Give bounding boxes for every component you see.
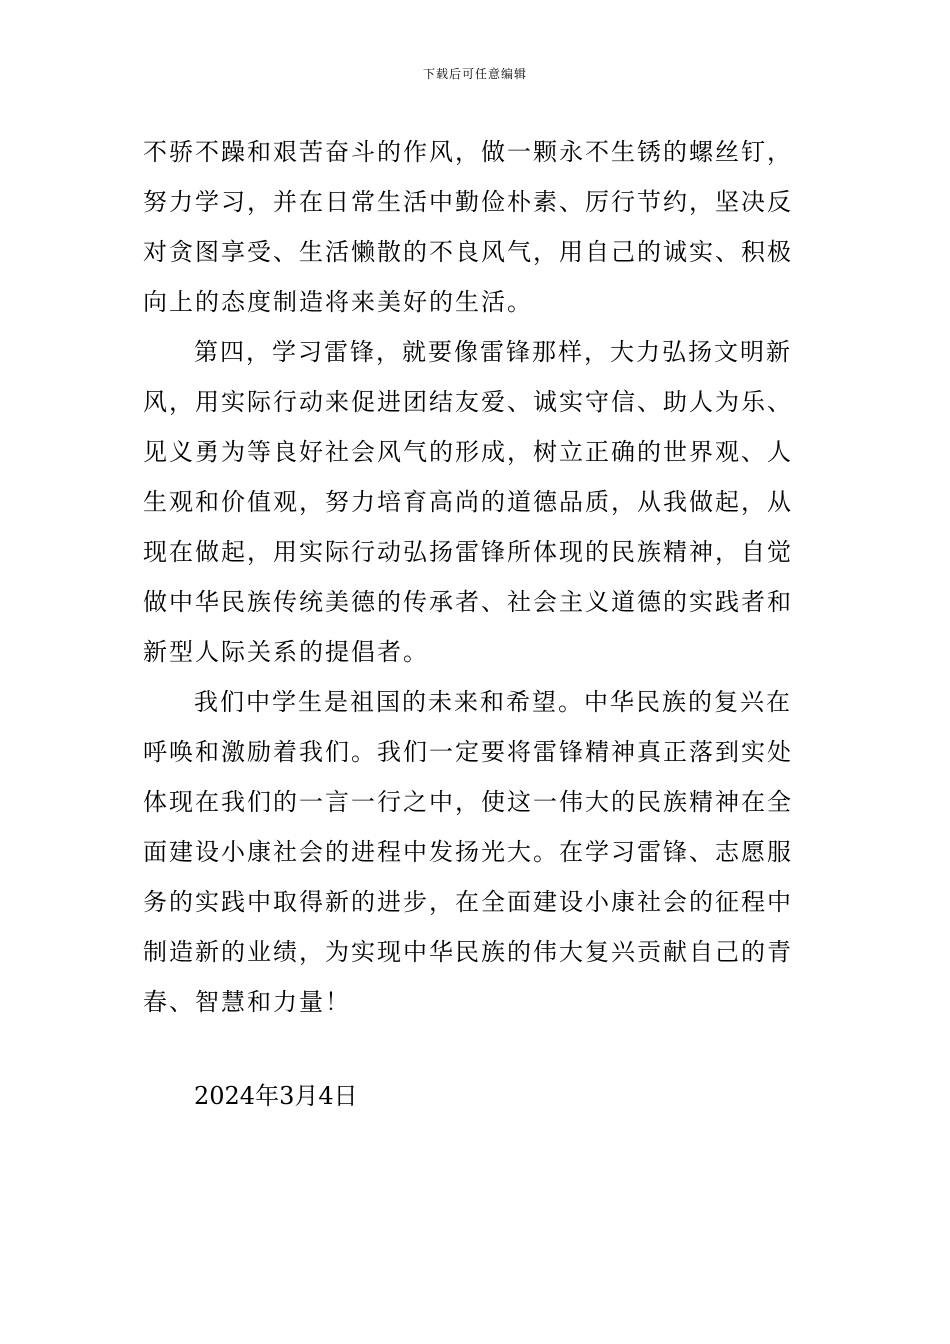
- document-body: [143, 127, 809, 1121]
- text-line: 面建设小康社会的进程中发扬光大。在学习雷锋、志愿服: [143, 838, 793, 866]
- text-line: 努力学习，并在日常生活中勤俭朴素、厉行节约，坚决反: [143, 188, 793, 216]
- text-line: 春、智慧和力量！: [143, 988, 351, 1016]
- text-line: 对贪图享受、生活懒散的不良风气，用自己的诚实、积极: [143, 238, 793, 266]
- text-line: 体现在我们的一言一行之中，使这一伟大的民族精神在全: [143, 788, 793, 816]
- text-line: 不骄不躁和艰苦奋斗的作风，做一颗永不生锈的螺丝钉，: [143, 138, 793, 166]
- page-header-note: 下载后可任意编辑: [422, 67, 527, 81]
- text-line: 务的实践中取得新的进步，在全面建设小康社会的征程中: [143, 888, 793, 916]
- paragraph-start-line: 第四，学习雷锋，就要像雷锋那样，大力弘扬文明新: [194, 338, 792, 366]
- text-line: 生观和价值观，努力培育高尚的道德品质，从我做起，从: [143, 488, 793, 516]
- text-line: 做中华民族传统美德的传承者、社会主义道德的实践者和: [143, 588, 793, 616]
- text-line: 现在做起，用实际行动弘扬雷锋所体现的民族精神，自觉: [143, 538, 793, 566]
- text-line: 向上的态度制造将来美好的生活。: [143, 288, 533, 316]
- document-date: 2024年3月4日: [194, 1082, 358, 1110]
- spacer: [143, 1027, 809, 1071]
- text-line: 呼唤和激励着我们。我们一定要将雷锋精神真正落到实处: [143, 738, 793, 766]
- text-line: 见义勇为等良好社会风气的形成，树立正确的世界观、人: [143, 438, 793, 466]
- text-line: 风，用实际行动来促进团结友爱、诚实守信、助人为乐、: [143, 388, 793, 416]
- text-line: 新型人际关系的提倡者。: [143, 638, 429, 666]
- text-line: 制造新的业绩，为实现中华民族的伟大复兴贡献自己的青: [143, 938, 793, 966]
- paragraph-start-line: 我们中学生是祖国的未来和希望。中华民族的复兴在: [194, 688, 792, 716]
